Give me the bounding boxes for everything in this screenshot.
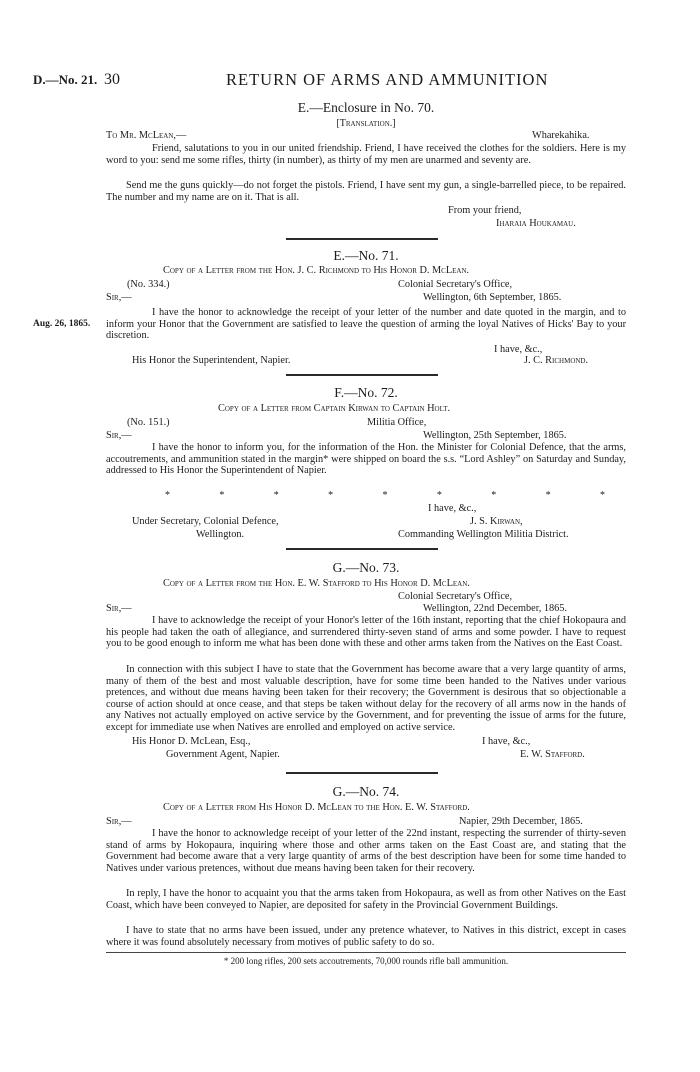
divider xyxy=(286,548,438,550)
letter-71-office: Colonial Secretary's Office, xyxy=(398,279,513,290)
letter-73-salutation: Sir,— xyxy=(106,603,132,614)
enclosure-signature: Iharaia Houkamau. xyxy=(496,218,576,229)
letter-74-body-1: I have the honor to acknowledge receipt of your letter of the 22nd instant, respecting the surrender of thirty-seven stand of arms by Hokopaura, inquiring where those and other arms taken on the East Coast are, and stating that the Government had become aware that a very large quantity of arms of the best description have been for some time handed to Natives under various pretences, without due means having been taken for their recovery. xyxy=(106,828,626,874)
letter-72-heading: F.—No. 72. xyxy=(334,385,398,400)
letter-73-heading: G.—No. 73. xyxy=(332,560,400,575)
page-header xyxy=(0,0,700,100)
divider xyxy=(286,238,438,240)
letter-72-dateline: Wellington, 25th September, 1865. xyxy=(423,430,567,441)
letter-72-subtitle: Copy of a Letter from Captain Kirwan to Captain Holt. xyxy=(218,403,451,414)
ellipsis-stars xyxy=(165,490,605,501)
letter-71-addressee: His Honor the Superintendent, Napier. xyxy=(132,355,291,366)
letter-71-heading: E.—No. 71. xyxy=(333,248,399,263)
letter-72-addressee-2: Wellington. xyxy=(196,529,245,540)
divider xyxy=(286,772,438,774)
running-title: RETURN OF ARMS AND AMMUNITION xyxy=(226,70,549,89)
letter-74-body-3: I have to state that no arms have been issued, under any pretence whatever, to Natives in this district, except in cases where it was found absolutely necessary from motives of public safety to do so. xyxy=(106,925,626,948)
letter-71-dateline: Wellington, 6th September, 1865. xyxy=(423,292,562,303)
letter-73-subtitle: Copy of a Letter from the Hon. E. W. Stafford to His Honor D. McLean. xyxy=(163,578,470,589)
enclosure-closing: From your friend, xyxy=(448,205,522,216)
footnote-rule xyxy=(106,952,626,953)
paper-reference: D.—No. 21. xyxy=(33,72,98,87)
enclosure-heading: E.—Enclosure in No. 70. xyxy=(297,100,435,115)
letter-74-salutation: Sir,— xyxy=(106,816,132,827)
letter-72-office: Militia Office, xyxy=(367,417,427,428)
star: * xyxy=(328,490,334,501)
letter-72-body: I have the honor to inform you, for the information of the Hon. the Minister for Colonial Defence, that the arms, accoutrements, and ammunition stated in the margin* were shipped on board the s.s. “Lord Ashley” on Saturday and Sunday, addressed to His Honor the Superintendent of Napier. xyxy=(106,442,626,477)
letter-72-addressee-1: Under Secretary, Colonial Defence, xyxy=(132,516,279,527)
footnote: * 200 long rifles, 200 sets accoutrements, 70,000 rounds rifle ball ammunition. xyxy=(223,956,509,966)
translation-note: [Translation.] xyxy=(336,118,396,129)
letter-74-heading: G.—No. 74. xyxy=(332,784,400,799)
star: * xyxy=(545,490,551,501)
letter-74-subtitle: Copy of a Letter from His Honor D. McLean to the Hon. E. W. Stafford. xyxy=(163,802,470,813)
star: * xyxy=(273,490,279,501)
margin-date: Aug. 26, 1865. xyxy=(33,319,91,329)
star: * xyxy=(436,490,442,501)
letter-73-body-1: I have to acknowledge the receipt of your Honor's letter of the 16th instant, reporting that the chief Hokopaura and his people had taken the oath of allegiance, and surrendered thirty-seven stand of arms and some powder. I have to request you to be good enough to inform me what has been done with these and other arms taken from the Natives on the East Coast. xyxy=(106,615,626,650)
letter-72-signature: J. S. Kirwan, xyxy=(470,516,523,527)
enclosure-body-2: Send me the guns quickly—do not forget the pistols. Friend, I have sent my gun, a single-barrelled piece, to be repaired. The number and my name are on it. That is all. xyxy=(106,180,626,203)
star: * xyxy=(600,490,605,501)
enclosure-place: Wharekahika. xyxy=(532,130,590,141)
star: * xyxy=(491,490,497,501)
letter-72-closing: I have, &c., xyxy=(428,503,477,514)
enclosure-body-1: Friend, salutations to you in our united friendship. Friend, I have received the clothes for the soldiers. Here is my word to you: send me some rifles, thirty (in number), as thirty of my men are unarmed and seventy are. xyxy=(106,143,626,166)
letter-71-closing: I have, &c., xyxy=(494,344,543,355)
letter-72-signature-title: Commanding Wellington Militia District. xyxy=(398,529,569,540)
letter-74-dateline: Napier, 29th December, 1865. xyxy=(459,816,583,827)
letter-73-addressee-2: Government Agent, Napier. xyxy=(166,749,280,760)
page-number: 30 xyxy=(104,71,120,88)
enclosure-addressee: To Mr. McLean,— xyxy=(106,130,187,141)
star: * xyxy=(382,490,388,501)
letter-73-dateline: Wellington, 22nd December, 1865. xyxy=(423,603,568,614)
star: * xyxy=(165,490,170,501)
letter-72-number: (No. 151.) xyxy=(127,417,170,428)
divider xyxy=(286,374,438,376)
letter-72-salutation: Sir,— xyxy=(106,430,132,441)
letter-73-addressee-1: His Honor D. McLean, Esq., xyxy=(132,736,251,747)
star: * xyxy=(219,490,225,501)
letter-73-body-2: In connection with this subject I have to state that the Government has become aware that a very large quantity of arms, many of them of the best and most valuable description, have for some time been handed to the Natives under various pretences, and without due means having been taken for their recovery; the Government is desirous that so objectionable a course of action should at once cease, and that steps be taken without delay for the recovery of all arms now in the hands of any Natives not actually employed on active service by the Government, and for preventing the issue of arms for the future, except for immediate use when Natives are enrolled and employed on active service. xyxy=(106,664,626,733)
letter-71-number: (No. 334.) xyxy=(127,279,170,290)
letter-73-signature: E. W. Stafford. xyxy=(520,749,585,760)
letter-74-body-2: In reply, I have the honor to acquaint you that the arms taken from Hokopaura, as well as from other Natives on the East Coast, which have been conveyed to Napier, are deposited for safety in the Provincial Government Buildings. xyxy=(106,888,626,911)
letter-71-signature: J. C. Richmond. xyxy=(524,355,589,366)
letter-71-body: I have the honor to acknowledge the receipt of your letter of the number and date quoted in the margin, and to inform your Honor that the Government are satisfied to leave the question of arming the loyal Natives of Hicks' Bay to your discretion. xyxy=(106,307,626,342)
letter-71-salutation: Sir,— xyxy=(106,292,132,303)
letter-73-closing: I have, &c., xyxy=(482,736,531,747)
letter-71-subtitle: Copy of a Letter from the Hon. J. C. Richmond to His Honor D. McLean. xyxy=(163,265,470,276)
letter-73-office: Colonial Secretary's Office, xyxy=(398,591,513,602)
